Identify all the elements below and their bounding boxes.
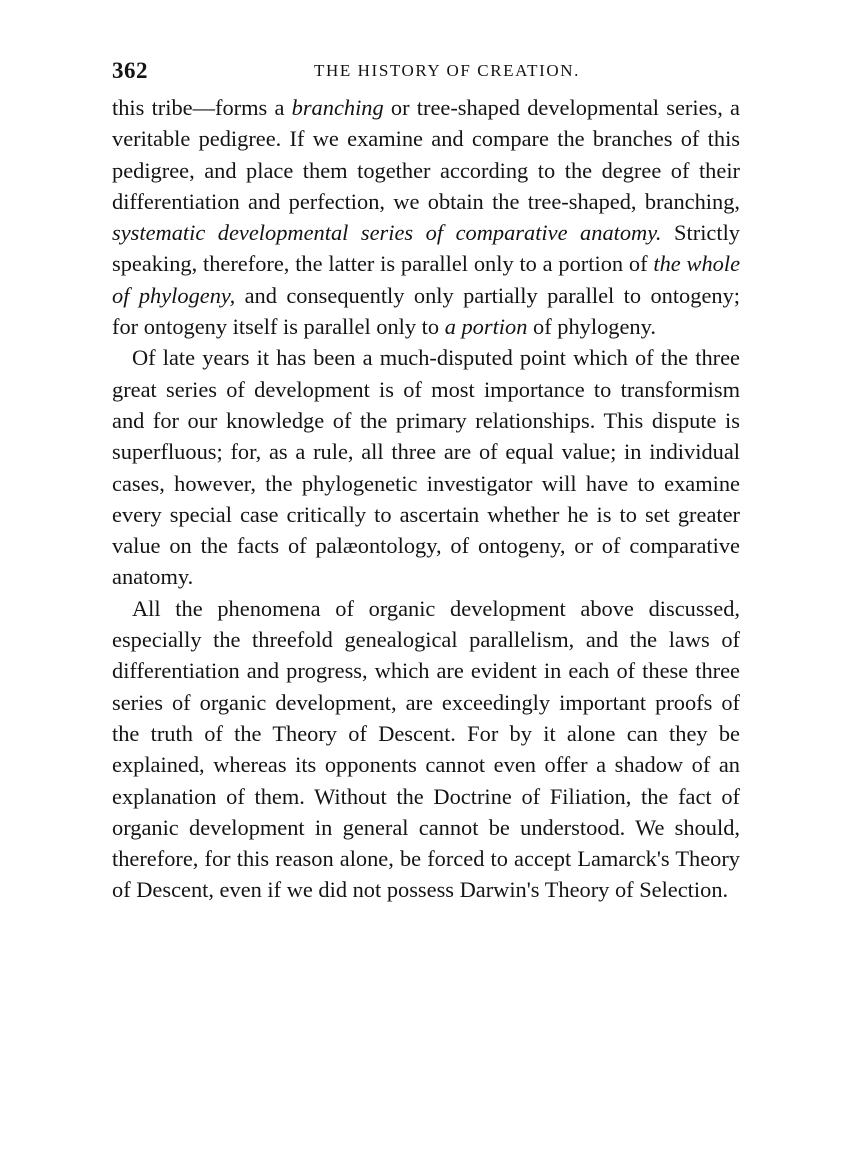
text-run: this tribe—forms a xyxy=(112,95,292,120)
running-title: THE HISTORY OF CREATION. xyxy=(313,61,581,80)
italic-run: the whole of phylogeny, xyxy=(112,251,741,308)
text-run: Of late years it has been a much-disputed point which of the three great series of development is of most importance to transformism and for our knowledge of the primary relationships. This dispute is superfluous; for, as a rule, all three are of equal value; in individual cases, however, the phylogenetic investigator will have to examine every special case critically to ascertain whether he is to set greater value on the facts of palæontology, of ontogeny, or of comparative anatomy. xyxy=(112,345,740,590)
page-header xyxy=(112,58,740,92)
italic-run: branching xyxy=(291,95,384,120)
text-run: or tree-shaped developmental series, a veritable pedigree. If we examine and compare the branches of this pedigree, and place them together according to the degree of their differentiation and perfection, we obtain the tree-shaped, branching, xyxy=(112,95,740,214)
paragraph-2 xyxy=(112,342,740,592)
paragraph-1 xyxy=(112,92,740,342)
text-run: and consequently only partially parallel to ontogeny; for ontogeny itself is parallel only to xyxy=(112,282,740,340)
text-run: All the phenomena of organic development above discussed, especially the threefold genealogical parallelism, and the laws of differentiation and progress, which are evident in each of these three series of organic development, are exceedingly important proofs of the truth of the Theory of Descent. For by it alone can they be explained, whereas its opponents cannot even offer a shadow of an explanation of them. Without the Doctrine of Filiation, the fact of organic development in general cannot be understood. We should, therefore, for this reason alone, be forced to accept Lamarck's Theory of Descent, even if we did not possess Darwin's Theory of Selection. xyxy=(112,595,740,903)
text-run: of phylogeny. xyxy=(527,314,656,340)
text-run: Strictly speaking, therefore, the latter is parallel only to a portion of xyxy=(112,220,740,277)
book-page xyxy=(112,58,740,906)
italic-run: systematic developmental series of comparative anatomy. xyxy=(112,220,662,246)
page-number: 362 xyxy=(112,58,148,83)
italic-run: a portion xyxy=(444,314,528,340)
paragraph-3 xyxy=(112,593,740,906)
